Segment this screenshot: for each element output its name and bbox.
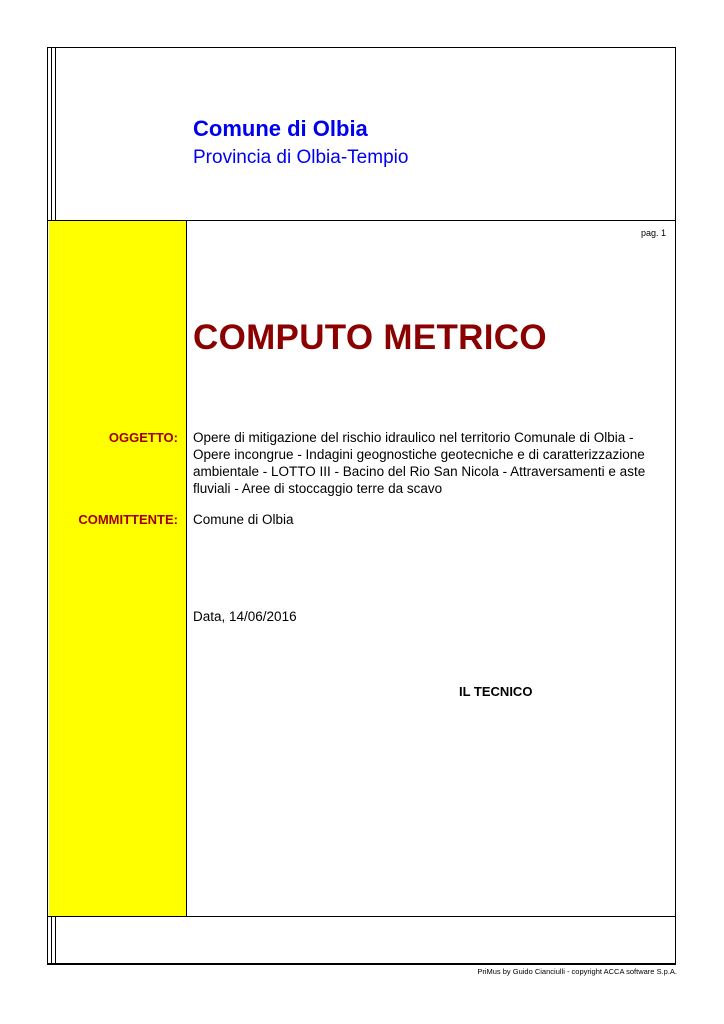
footer-credit: PriMus by Guido Cianciulli - copyright ACCA software S.p.A. <box>477 967 677 976</box>
org-name: Comune di Olbia <box>193 116 368 141</box>
org-subtitle: Provincia di Olbia-Tempio <box>193 147 409 168</box>
document-title: COMPUTO METRICO <box>193 318 547 357</box>
committente-value: Comune di Olbia <box>193 512 294 527</box>
document-date: Data, 14/06/2016 <box>193 609 297 624</box>
side-band <box>49 221 187 917</box>
footer-divider <box>47 916 676 917</box>
page-number: pag. 1 <box>640 228 666 238</box>
tecnico-label: IL TECNICO <box>459 684 533 699</box>
oggetto-label: OGGETTO: <box>108 430 178 445</box>
bottom-border <box>47 963 676 965</box>
oggetto-value: Opere di mitigazione del rischio idraulico nel territorio Comunale di Olbia - Opere incongrue - Indagini geognostiche geotecniche e di caratterizzazione ambientale - LOTTO III - Bacino del Rio San Nicola - Attraversamenti e aste fluviali - Aree di stoccaggio terre da scavo <box>193 430 646 496</box>
committente-label: COMMITTENTE: <box>78 512 178 527</box>
